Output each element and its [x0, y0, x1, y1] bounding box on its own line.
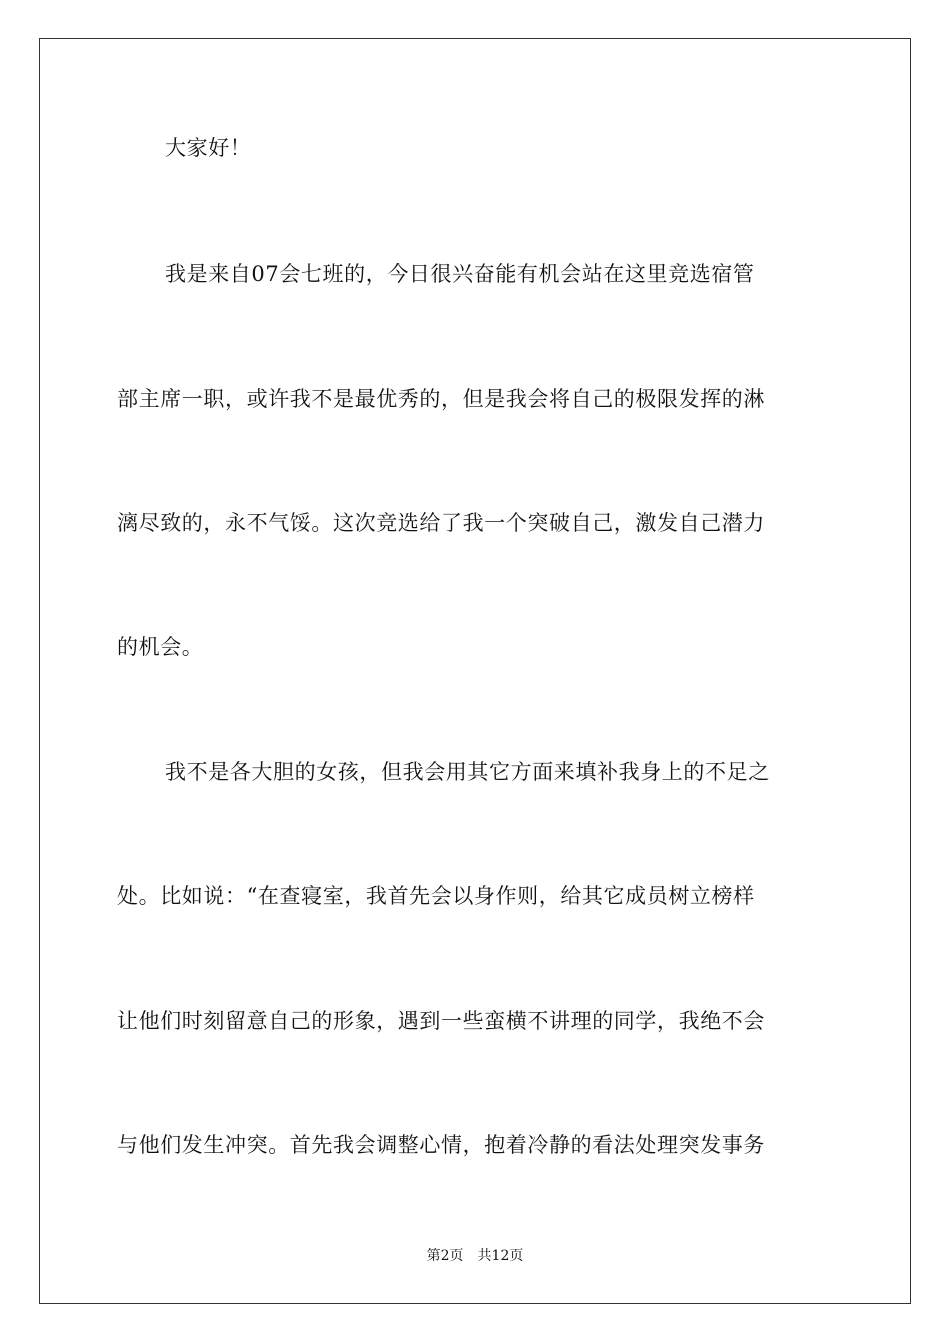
paragraph-line: 我是来自07会七班的，今日很兴奋能有机会站在这里竞选宿管: [165, 262, 755, 286]
page-border: [39, 38, 911, 1304]
page-number-current: 第2页: [426, 1248, 464, 1264]
page-footer: [0, 1246, 950, 1266]
paragraph-line: 漓尽致的，永不气馁。这次竞选给了我一个突破自己，激发自己潜力: [117, 511, 765, 535]
greeting-line: 大家好！: [165, 136, 252, 160]
paragraph-line: 的机会。: [117, 635, 204, 659]
paragraph-line: 与他们发生冲突。首先我会调整心情，抱着冷静的看法处理突发事务: [117, 1133, 765, 1157]
paragraph-line: 处。比如说：“在查寝室，我首先会以身作则，给其它成员树立榜样: [117, 884, 755, 908]
page-number-total: 共12页: [477, 1248, 524, 1264]
paragraph-line: 让他们时刻留意自己的形象，遇到一些蛮横不讲理的同学，我绝不会: [117, 1009, 765, 1033]
paragraph-line: 部主席一职，或许我不是最优秀的，但是我会将自己的极限发挥的淋: [117, 387, 765, 411]
paragraph-line: 我不是各大胆的女孩，但我会用其它方面来填补我身上的不足之: [165, 760, 770, 784]
